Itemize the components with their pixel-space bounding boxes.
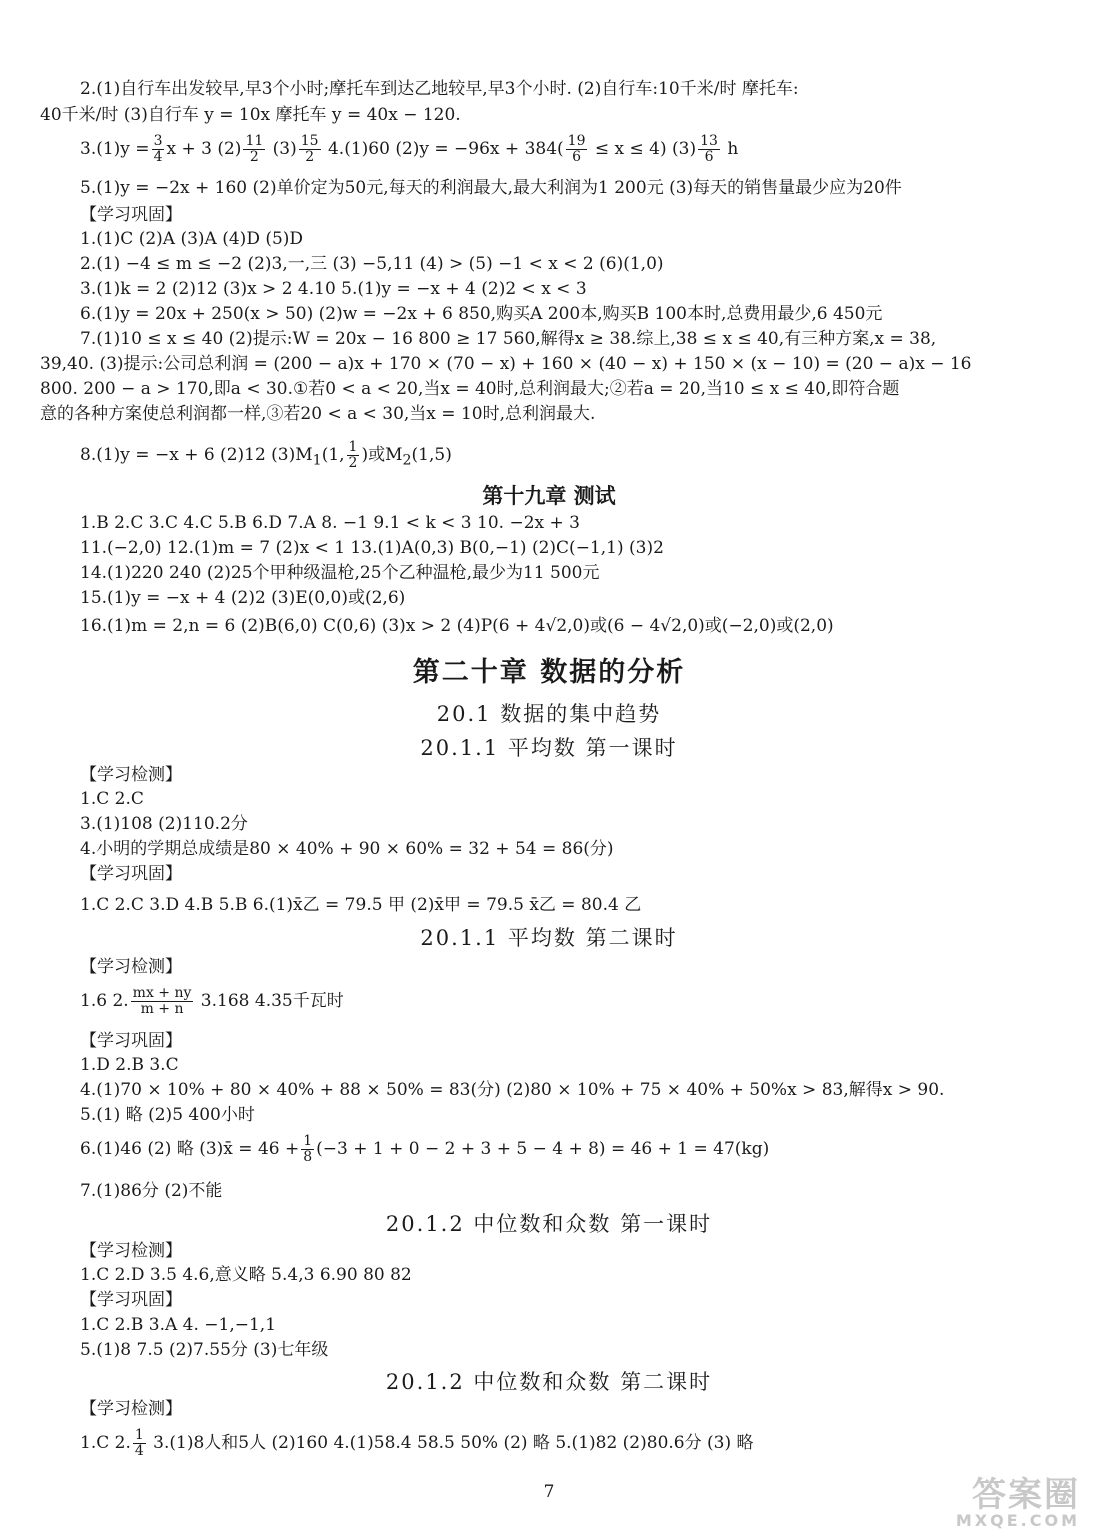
answer-line-with-fractions: 6.(1)46 (2) 略 (3)x̄ = 46 + $\frac{1}{8}$ (−3 + 1 + 0 − 2 + 3 + 5 − 4 + 8) = 46 + 1 = 47(kg) — [80, 1133, 770, 1165]
lesson-heading: 20.1.1 平均数 第一课时 — [420, 736, 678, 760]
section-label: 【学习巩固】 — [80, 1290, 182, 1310]
section-heading: 20.1 数据的集中趋势 — [436, 702, 662, 726]
lesson-heading: 20.1.1 平均数 第二课时 — [420, 926, 678, 950]
answer-line: 3.(1)108 (2)110.2分 — [80, 814, 248, 834]
answer-line-with-fractions: 1.C 2. $\frac{1}{4}$ 3.(1)8人和5人 (2)160 4.(1)58.4 58.5 50% (2) 略 5.(1)82 (2)80.6分 (3) 略 — [80, 1427, 754, 1459]
section-label: 【学习巩固】 — [80, 205, 182, 225]
answer-line: 4.小明的学期总成绩是80 × 40% + 90 × 60% = 32 + 54 = 86(分) — [80, 839, 614, 859]
lesson-heading: 20.1.2 中位数和众数 第二课时 — [385, 1370, 713, 1394]
answer-line: 6.(1)y = 20x + 250(x > 50) (2)w = −2x + 6 850,购买A 200本,购买B 100本时,总费用最少,6 450元 — [80, 304, 883, 324]
answer-line-with-fractions: 8.(1)y = −x + 6 (2)12 $(3)M_1(1$, $\frac{1}{2}$ )或$M_2(1,5)$ — [80, 439, 452, 471]
page-number: 7 — [543, 1482, 555, 1502]
answer-line: 39,40. (3)提示:公司总利润 = (200 − a)x + 170 × (70 − x) + 160 × (40 − x) + 150 × (x − 10) = (20 − a)x − 16 — [40, 354, 972, 374]
answer-line: 1.B 2.C 3.C 4.C 5.B 6.D 7.A 8. −1 9.1 < k < 3 10. −2x + 3 — [80, 513, 580, 533]
section-label: 【学习巩固】 — [80, 864, 182, 884]
answer-line: 1.C 2.C — [80, 789, 144, 809]
watermark-logo: 答案圈 MXQE.COM — [955, 1475, 1080, 1530]
section-label: 【学习检测】 — [80, 957, 182, 977]
section-label: 【学习巩固】 — [80, 1031, 182, 1051]
fraction: $\frac{1}{2}$ — [348, 439, 358, 471]
chapter-heading: 第二十章 数据的分析 — [412, 657, 686, 688]
answer-line: 意的各种方案使总利润都一样,③若20 < a < 30,当x = 10时,总利润最大. — [40, 404, 596, 424]
answer-line: 7.(1)86分 (2)不能 — [80, 1181, 223, 1201]
answer-line: 1.(1)C (2)A (3)A (4)D (5)D — [80, 229, 304, 249]
section-label: 【学习检测】 — [80, 765, 182, 785]
answer-line: 11.(−2,0) 12.(1)m = 7 (2)x < 1 13.(1)A(0,3) B(0,−1) (2)C(−1,1) (3)2 — [80, 538, 664, 558]
answer-line: 800. 200 − a > 170,即a < 30.①若0 < a < 20,当x = 40时,总利润最大;②若a = 20,当10 ≤ x ≤ 40,即符合题 — [40, 379, 900, 399]
answer-line: 2.(1)自行车出发较早,早3个小时;摩托车到达乙地较早,早3个小时. (2)自行车:10千米/时 摩托车: — [80, 79, 799, 99]
answer-line: 5.(1)8 7.5 (2)7.55分 (3)七年级 — [80, 1340, 329, 1360]
answer-line: 2.(1) −4 ≤ m ≤ −2 (2)3,一,三 (3) −5,11 (4) > (5) −1 < x < 2 (6)(1,0) — [80, 254, 664, 274]
section-label: 【学习检测】 — [80, 1399, 182, 1419]
answer-line: 15.(1)y = −x + 4 (2)2 (3)E(0,0)或(2,6) — [80, 588, 406, 608]
answer-line: 1.C 2.C 3.D 4.B 5.B 6.(1)x̄乙 = 79.5 甲 (2)x̄甲 = 79.5 x̄乙 = 80.4 乙 — [80, 895, 642, 915]
fraction: $\frac{15}{2}$ — [300, 133, 319, 165]
answer-line: 5.(1) 略 (2)5 400小时 — [80, 1105, 255, 1125]
answer-line: 7.(1)10 ≤ x ≤ 40 (2)提示:W = 20x − 16 800 ≥ 17 560,解得x ≥ 38.综上,38 ≤ x ≤ 40,有三种方案,x = 38, — [80, 329, 937, 349]
answer-line: 16.(1)m = 2,n = 6 (2)B(6,0) C(0,6) (3)x > 2 (4)P(6 + 4√2,0)或(6 − 4√2,0)或(−2,0)或(2,0) — [80, 616, 834, 636]
answer-line: 5.(1)y = −2x + 160 (2)单价定为50元,每天的利润最大,最大利润为1 200元 (3)每天的销售量最少应为20件 — [80, 178, 902, 198]
fraction: $\frac{3}{4}$ — [153, 133, 163, 165]
answer-line-with-fractions: 3.(1)y = $\frac{3}{4}$ x + 3 (2) $\frac{11}{2}$ (3) $\frac{15}{2}$ 4.(1)60 (2)y = −96x + 384( $\frac{19}{6}$ ≤ x ≤ 4) (3) $\frac{13}{6}$ h — [80, 133, 739, 165]
fraction: $\frac{19}{6}$ — [567, 133, 586, 165]
fraction: $\frac{11}{2}$ — [245, 133, 264, 165]
answer-line: 3.(1)k = 2 (2)12 (3)x > 2 4.10 5.(1)y = −x + 4 (2)2 < x < 3 — [80, 279, 587, 299]
answer-line: 14.(1)220 240 (2)25个甲种级温枪,25个乙种温枪,最少为11 500元 — [80, 563, 600, 583]
chapter-test-heading: 第十九章 测试 — [482, 484, 616, 508]
fraction: $\frac{1}{8}$ — [303, 1133, 313, 1165]
answer-line: 4.(1)70 × 10% + 80 × 40% + 88 × 50% = 83(分) (2)80 × 10% + 75 × 40% + 50%x > 83,解得x > 90. — [80, 1080, 945, 1100]
fraction: $\frac{mx + ny}{m + n}$ — [132, 985, 192, 1017]
fraction: $\frac{1}{4}$ — [134, 1427, 144, 1459]
section-label: 【学习检测】 — [80, 1241, 182, 1261]
answer-line: 40千米/时 (3)自行车 y = 10x 摩托车 y = 40x − 120. — [40, 105, 461, 125]
answer-line: 1.D 2.B 3.C — [80, 1055, 179, 1075]
fraction: $\frac{13}{6}$ — [700, 133, 718, 165]
answer-line-with-fractions: 1.6 2. $\frac{mx + ny}{m + n}$ 3.168 4.35千瓦时 — [80, 985, 344, 1017]
answer-line: 1.C 2.B 3.A 4. −1,−1,1 — [80, 1315, 277, 1335]
answer-line: 1.C 2.D 3.5 4.6,意义略 5.4,3 6.90 80 82 — [80, 1265, 412, 1285]
lesson-heading: 20.1.2 中位数和众数 第一课时 — [385, 1212, 713, 1236]
